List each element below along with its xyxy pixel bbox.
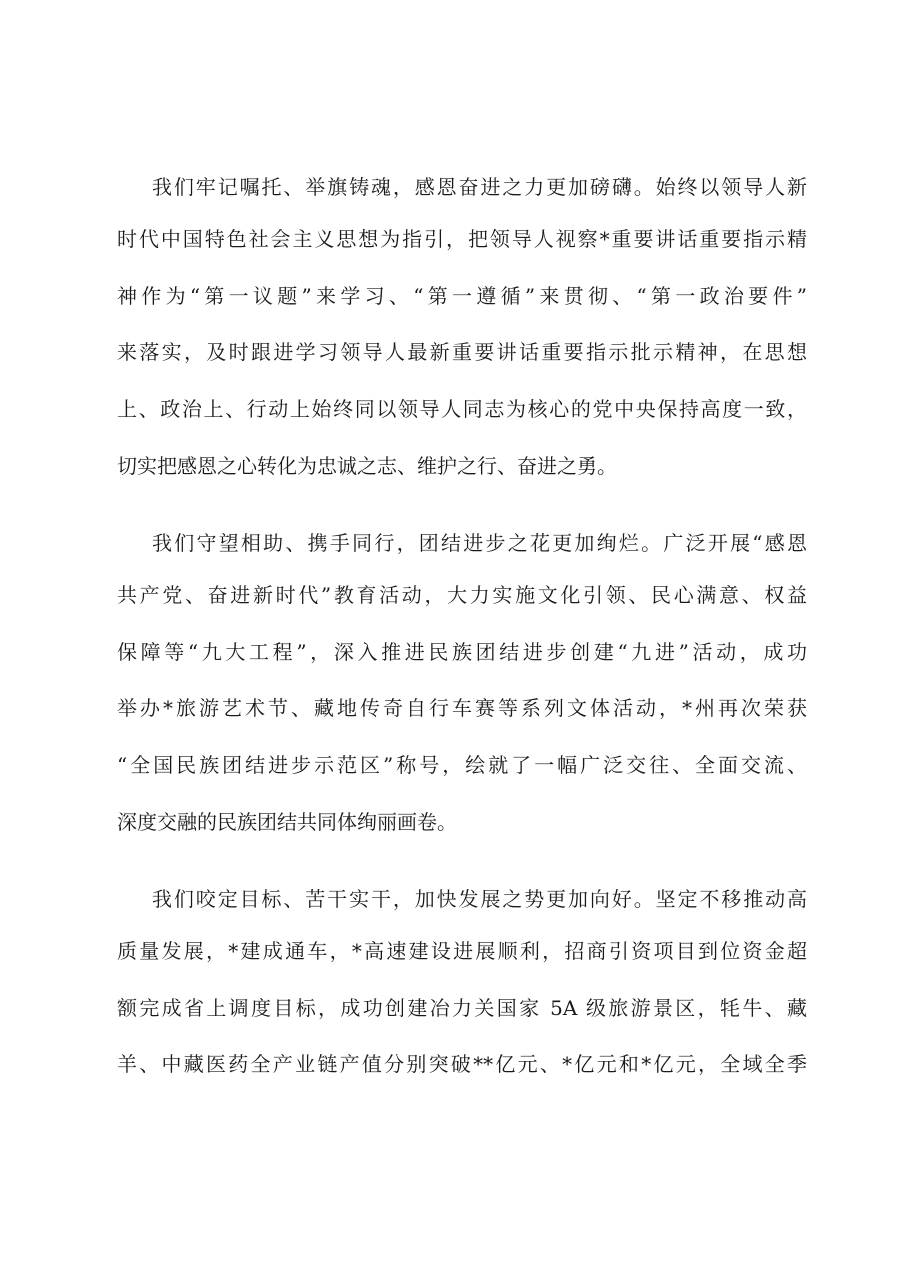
text-line: 切实把感恩之心转化为忠诚之志、维护之行、奋进之勇。 bbox=[117, 454, 617, 478]
text-line: 质量发展，*建成通车，*高速建设进展顺利，招商引资项目到位资金超 bbox=[117, 939, 807, 963]
text-line: “全国民族团结进步示范区”称号，绘就了一幅广泛交往、全面交流、 bbox=[117, 753, 807, 777]
text-line: 我们牢记嘱托、举旗铸魂，感恩奋进之力更加磅礴。始终以领导人新 bbox=[152, 175, 807, 199]
text-line: 时代中国特色社会主义思想为指引，把领导人视察*重要讲话重要指示精 bbox=[117, 227, 807, 251]
text-line: 举办*旅游艺术节、藏地传奇自行车赛等系列文体活动，*州再次荣获 bbox=[117, 696, 807, 720]
text-line: 我们守望相助、携手同行，团结进步之花更加绚烂。广泛开展“感恩 bbox=[152, 531, 807, 555]
text-line: 保障等“九大工程”，深入推进民族团结进步创建“九进”活动，成功 bbox=[117, 640, 807, 664]
text-line: 羊、中藏医药全产业链产值分别突破**亿元、*亿元和*亿元，全域全季 bbox=[117, 1052, 807, 1076]
text-line: 额完成省上调度目标，成功创建冶力关国家 5A 级旅游景区，牦牛、藏 bbox=[117, 996, 807, 1020]
text-line: 深度交融的民族团结共同体绚丽画卷。 bbox=[117, 810, 457, 834]
text-line: 共产党、奋进新时代”教育活动，大力实施文化引领、民心满意、权益 bbox=[117, 583, 807, 607]
text-line: 神作为“第一议题”来学习、“第一遵循”来贯彻、“第一政治要件” bbox=[117, 284, 807, 308]
text-line: 我们咬定目标、苦干实干，加快发展之势更加向好。坚定不移推动高 bbox=[152, 887, 807, 911]
text-line: 上、政治上、行动上始终同以领导人同志为核心的党中央保持高度一致， bbox=[117, 397, 807, 421]
text-line: 来落实，及时跟进学习领导人最新重要讲话重要指示批示精神，在思想 bbox=[117, 340, 807, 364]
